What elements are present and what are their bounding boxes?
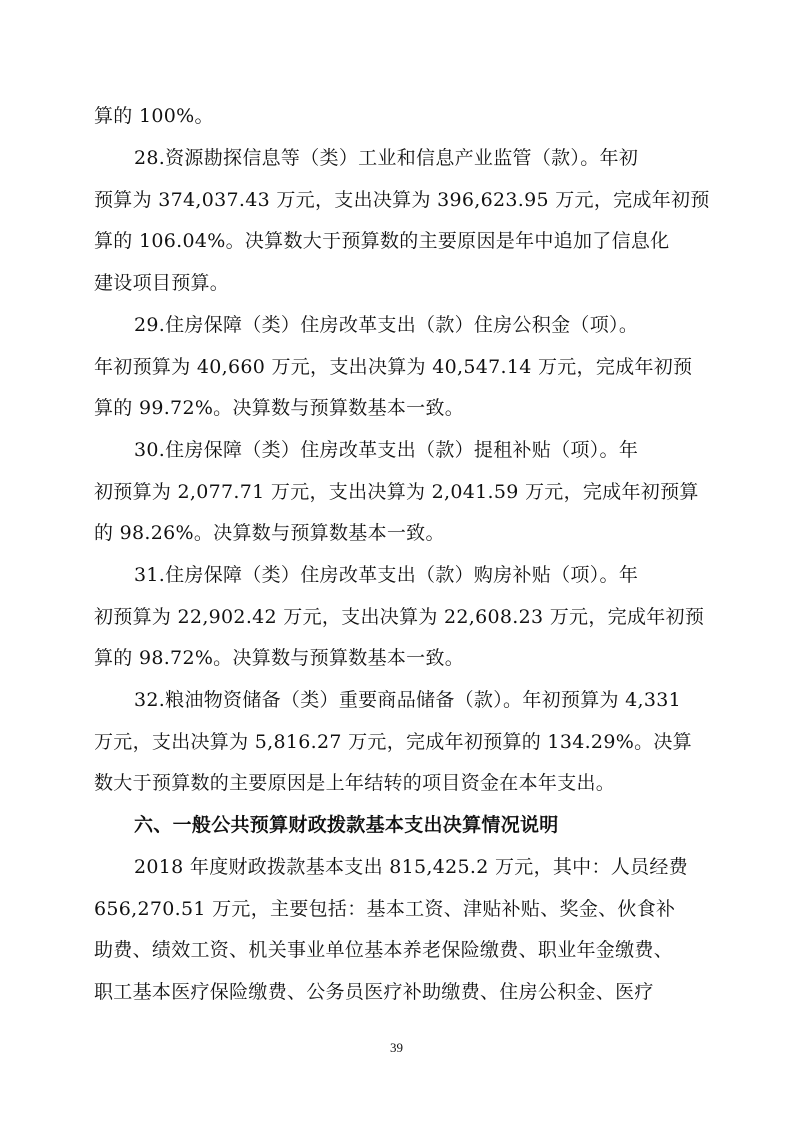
page-number: 39: [390, 1040, 403, 1055]
paragraph-29-start: 29.住房保障（类）住房改革支出（款）住房公积金（项）。: [134, 314, 639, 336]
text-line: 初预算为 22,902.42 万元，支出决算为 22,608.23 万元，完成年初预: [94, 606, 705, 628]
text-line: 建设项目预算。: [94, 272, 230, 294]
text-line: 算的 106.04%。决算数大于预算数的主要原因是年中追加了信息化: [94, 230, 670, 252]
text-line: 的 98.26%。决算数与预算数基本一致。: [94, 522, 445, 544]
section-heading: 六、一般公共预算财政拨款基本支出决算情况说明: [134, 814, 559, 836]
paragraph-31-start: 31.住房保障（类）住房改革支出（款）购房补贴（项）。年: [134, 564, 639, 586]
text-line: 年初预算为 40,660 万元，支出决算为 40,547.14 万元，完成年初预: [94, 356, 693, 378]
paragraph-28-start: 28.资源勘探信息等（类）工业和信息产业监管（款）。年初: [134, 147, 639, 169]
paragraph-32-start: 32.粮油物资储备（类）重要商品储备（款）。年初预算为 4,331: [134, 689, 682, 711]
text-line: 算的 99.72%。决算数与预算数基本一致。: [94, 397, 465, 419]
text-line: 算的 100%。: [94, 105, 214, 127]
text-line: 职工基本医疗保险缴费、公务员医疗补助缴费、住房公积金、医疗: [94, 981, 654, 1003]
text-line: 万元，支出决算为 5,816.27 万元，完成年初预算的 134.29%。决算: [94, 731, 692, 753]
text-line: 数大于预算数的主要原因是上年结转的项目资金在本年支出。: [94, 772, 616, 794]
text-line: 算的 98.72%。决算数与预算数基本一致。: [94, 647, 465, 669]
text-line: 656,270.51 万元，主要包括：基本工资、津贴补贴、奖金、伙食补: [94, 898, 676, 920]
text-line: 助费、绩效工资、机关事业单位基本养老保险缴费、职业年金缴费、: [94, 939, 674, 961]
paragraph-30-start: 30.住房保障（类）住房改革支出（款）提租补贴（项）。年: [134, 439, 639, 461]
paragraph-basic-expenditure-start: 2018 年度财政拨款基本支出 815,425.2 万元，其中：人员经费: [134, 856, 688, 878]
text-line: 初预算为 2,077.71 万元，支出决算为 2,041.59 万元，完成年初预算: [94, 481, 699, 503]
text-line: 预算为 374,037.43 万元，支出决算为 396,623.95 万元，完成年初预: [94, 189, 710, 211]
